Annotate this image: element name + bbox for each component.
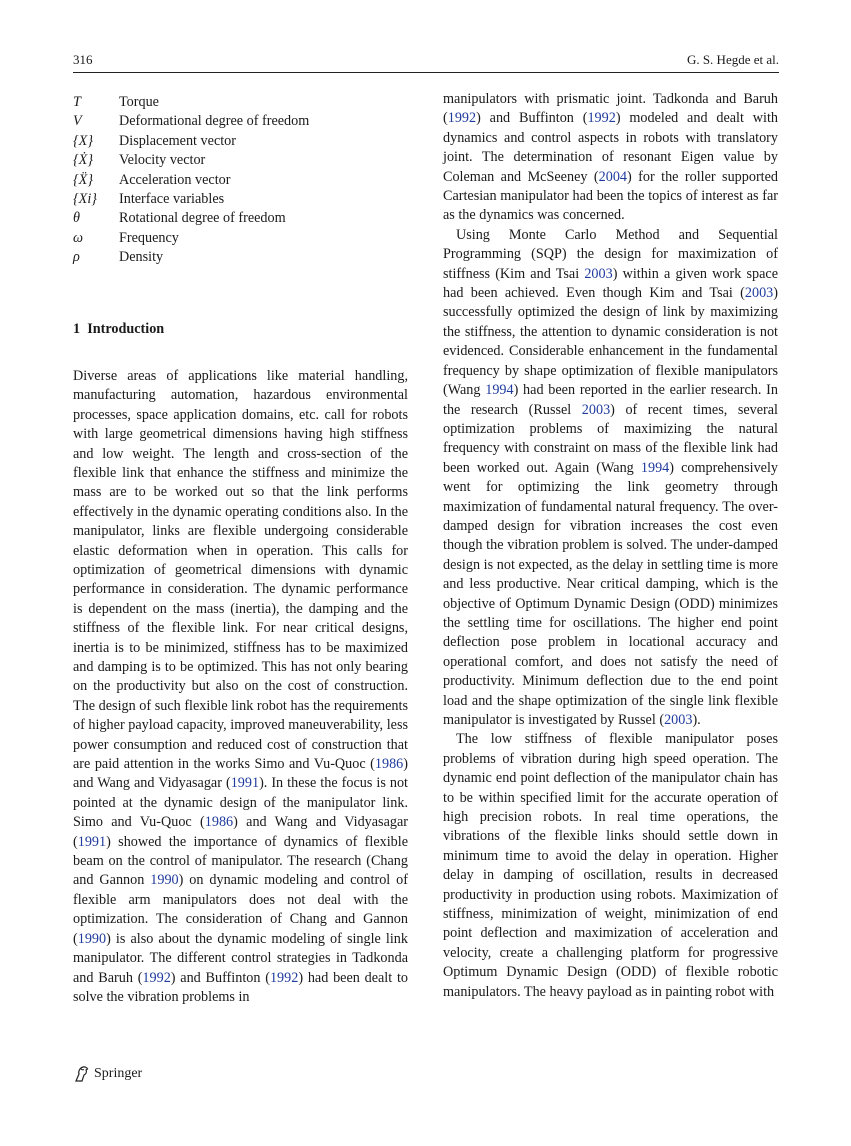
body-text: ). In these the focus is not pointed at the dynamic design of the manipulator link. Simo and Vu-Quoc (: [73, 775, 408, 831]
body-text: ) is also about the dynamic modeling of single link manipulator. The different control strategies in Tadkonda and Baruh (: [73, 930, 408, 986]
page-header: [73, 50, 779, 73]
body-text: ) of recent times, several optimization problems of maximizing the natural frequency with constraint on mass of the flexible link had been worked out. Again (Wang: [443, 401, 779, 476]
nomenclature-symbol: {Xi}: [73, 190, 97, 207]
citation-link[interactable]: 2004: [598, 168, 627, 185]
nomenclature-symbol: {X}: [73, 132, 94, 149]
nomenclature-description: Density: [119, 249, 164, 266]
body-text: ) had been reported in the earlier research. In the research (Russel: [443, 382, 779, 418]
citation-link[interactable]: 1986: [204, 814, 234, 831]
nomenclature-row: [73, 171, 408, 190]
left-column: [73, 90, 408, 1007]
nomenclature-symbol: {Ẋ}: [73, 152, 94, 169]
nomenclature-row: [73, 151, 408, 170]
nomenclature-symbol: ω: [73, 229, 84, 246]
publisher-name: Springer: [94, 1066, 143, 1081]
nomenclature-row: [73, 132, 408, 151]
intro-paragraph-2: [443, 226, 778, 731]
citation-link[interactable]: 2003: [664, 712, 693, 728]
nomenclature-row: [73, 190, 408, 209]
body-text: manipulators with prismatic joint. Tadkonda and Baruh (: [443, 91, 778, 127]
citation-link[interactable]: 2003: [744, 285, 774, 302]
nomenclature-row: [73, 93, 408, 112]
body-text: ) and Buffinton (: [476, 110, 588, 127]
intro-paragraph-continued: [443, 90, 778, 226]
body-text: The low stiffness of flexible manipulator poses problems of vibration during high speed operation. The dynamic end point deflection of the manipulator chain has to be within specified limit for the accurate operation of high precision robots. In real time operations, the vibrations of the flexible links should settle down in minimum time to avoid the delay in operation. Higher delay in damping of oscillation, results in decreased productivity in production using robots. Maximization of stiffness, minimization of weight, minimization of end point deflection and maximization of acceleration and velocity, create a challenging platform for progressive Optimum Dynamic Design (ODD) of flexible robotic manipulators. The heavy payload as in painting robot with: [443, 731, 778, 1000]
intro-paragraph-1: [73, 367, 408, 1007]
body-text: ) showed the importance of dynamics of flexible beam on the control of manipulator. The research (Chang and Gannon: [73, 833, 408, 889]
springer-horse-icon: [73, 1065, 91, 1083]
intro-paragraph-3: [443, 730, 778, 1002]
nomenclature-symbol: ρ: [73, 249, 80, 266]
body-text: ) within a given work space had been achieved. Even though Kim and Tsai (: [443, 265, 778, 302]
running-head: G. S. Hegde et al.: [686, 52, 779, 67]
body-text: ).: [692, 712, 701, 728]
citation-link[interactable]: 2003: [584, 265, 613, 282]
citation-link[interactable]: 1992: [142, 969, 171, 986]
nomenclature-row: [73, 112, 408, 131]
nomenclature-description: Interface variables: [119, 190, 225, 207]
nomenclature-description: Deformational degree of freedom: [119, 113, 310, 130]
citation-link[interactable]: 1992: [447, 110, 477, 127]
nomenclature-row: [73, 229, 408, 248]
body-text: Using Monte Carlo Method and Sequential Programming (SQP) the design for maximization of stiffness (Kim and Tsai: [443, 226, 778, 282]
body-text: Diverse areas of applications like material handling, manufacturing automation, hazardous environmental processes, space application domains, etc. call for robots with large geometrical dimensions having high stiffness and low weight. The length and cross-section of the flexible link that enhance the stiffness and minimize the mass are to be worked out so that the link performs effectively in the dynamic operating conditions also. In the manipulator, links are flexible undergoing considerable elastic deformation when in operation. This calls for optimization of geometrical dimensions with dynamic performance in consideration. The dynamic performance is dependent on the mass (inertia), the damping and the stiffness of the flexible link. For near critical designs, inertia is to be minimized, stiffness has to be maximized and damping is to be optimized. This has not only bearing on the productivity but also on the cost of construction. The design of such flexible link robot has the requirements of higher payload capacity, improved maneuverability, less power consumption and reduced cost of construction that are paid attention in the works Simo and Vu-Quoc (: [73, 367, 408, 773]
citation-link[interactable]: 1991: [230, 775, 260, 792]
nomenclature-list: [73, 93, 408, 268]
nomenclature-symbol: θ: [73, 210, 80, 227]
citation-link[interactable]: 1991: [77, 833, 107, 850]
body-text: ) had been dealt to solve the vibration problems in: [73, 969, 408, 1005]
body-text: ) and Wang and Vidyasagar (: [73, 756, 408, 792]
nomenclature-description: Acceleration vector: [119, 171, 231, 188]
nomenclature-description: Velocity vector: [119, 152, 206, 169]
body-text: ) successfully optimized the design of link by maximizing the stiffness, the attention to dynamic consideration is not evidenced. Considerable enhancement in the fundamental frequency by shape optimization of flexible manipulators (Wang: [443, 285, 778, 399]
citation-link[interactable]: 1986: [374, 756, 404, 773]
nomenclature-row: [73, 248, 408, 267]
nomenclature-description: Displacement vector: [119, 132, 236, 149]
nomenclature-symbol: {Ẍ}: [73, 171, 94, 188]
nomenclature-symbol: T: [73, 94, 81, 110]
page-footer: [73, 1064, 142, 1084]
nomenclature-symbol: V: [73, 113, 82, 130]
body-text: ) comprehensively went for optimizing the link geometry through maximization of fundamental natural frequency. The over-damped design for vibration increases the cost even though the vibration problem is solved. The under-damped design is not expected, as the delay in settling time is more and less productive. Near critical damping, which is the objective of Optimum Dynamic Design (ODD) minimizes the settling time for oscillations. The higher end point deflection pose problem in locational accuracy and operational comfort, and does not satisfy the need of productivity. Minimum deflection due to the end point load and the shape optimization of the single link flexible manipulator is investigated by Russel (: [443, 459, 779, 728]
section-number: 1: [73, 320, 81, 337]
citation-link[interactable]: 1990: [77, 930, 107, 947]
citation-link[interactable]: 1990: [150, 872, 179, 889]
citation-link[interactable]: 1994: [640, 459, 670, 476]
body-text: ) and Buffinton (: [170, 969, 270, 986]
citation-link[interactable]: 1992: [587, 110, 616, 127]
body-text: ) and Wang and Vidyasagar (: [73, 814, 408, 850]
nomenclature-description: Frequency: [119, 229, 179, 246]
citation-link[interactable]: 1994: [485, 382, 514, 399]
right-column: [443, 90, 778, 1002]
section-heading: [73, 320, 408, 339]
body-text: ) for the roller supported Cartesian manipulator had been the topics of interest as far as the dynamics was concerned.: [443, 168, 779, 224]
nomenclature-row: [73, 209, 408, 228]
section-title: Introduction: [87, 320, 165, 337]
body-text: ) modeled and dealt with dynamics and control aspects in robots with translatory joint. The determination of resonant Eigen value by Coleman and McSeeney (: [443, 110, 778, 185]
citation-link[interactable]: 2003: [581, 401, 611, 418]
nomenclature-description: Torque: [119, 94, 159, 110]
body-text: ) on dynamic modeling and control of flexible arm manipulators does not deal with the optimization. The consideration of Chang and Gannon (: [73, 872, 408, 947]
citation-link[interactable]: 1992: [269, 969, 299, 986]
nomenclature-description: Rotational degree of freedom: [119, 210, 286, 227]
page-number: 316: [73, 52, 93, 67]
